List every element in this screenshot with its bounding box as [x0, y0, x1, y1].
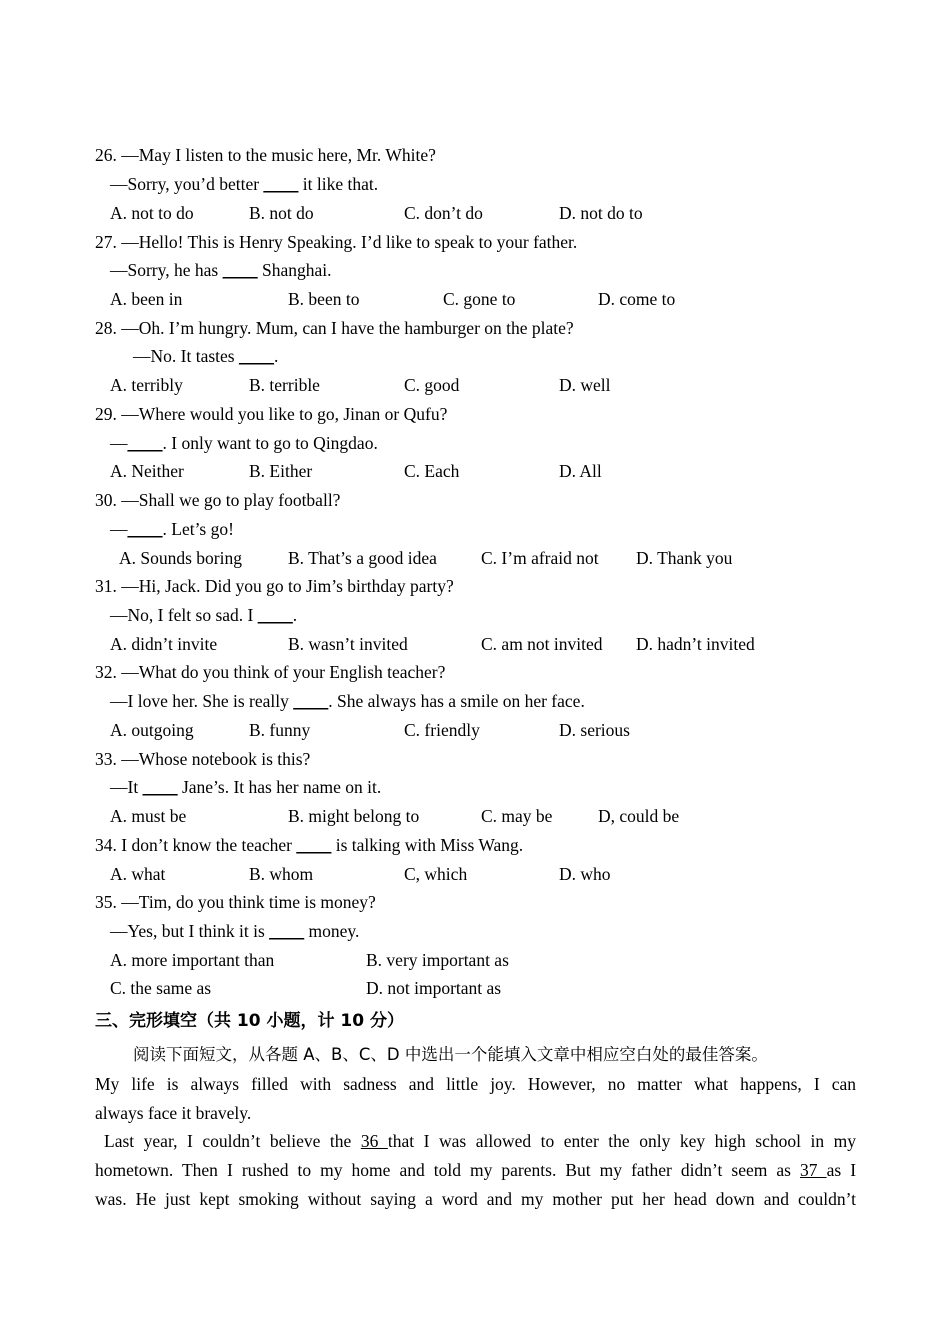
blank: ____ — [238, 346, 274, 366]
option-c: C. Each — [404, 461, 460, 481]
q-text: —May I listen to the music here, Mr. White? — [121, 145, 436, 165]
option-b: B. wasn’t invited — [288, 634, 408, 654]
question-26 — [95, 145, 436, 165]
passage-line: My life is always filled with sadness and little joy. However, no matter what happens, I can — [95, 1074, 856, 1094]
option-c: C. am not invited — [481, 634, 603, 654]
option-c: C. good — [404, 375, 460, 395]
option-b: B. funny — [249, 720, 311, 740]
question-30: 30. —Shall we go to play football? — [95, 490, 341, 510]
answer-26: —Sorry, you’d better ____ it like that. — [110, 174, 379, 194]
option-b: B. terrible — [249, 375, 320, 395]
question-34: 34. I don’t know the teacher ____ is talking with Miss Wang. — [95, 835, 524, 855]
answer-32: —I love her. She is really ____. She always has a smile on her face. — [110, 691, 585, 711]
option-c: C. I’m afraid not — [481, 548, 599, 568]
blank: ____ — [222, 260, 258, 280]
passage-line: was. He just kept smoking without saying a word and my mother put her head down and couldn’t — [95, 1189, 856, 1209]
option-b: B. might belong to — [288, 806, 420, 826]
blank: ____ — [127, 433, 163, 453]
answer-35: —Yes, but I think it is ____ money. — [110, 921, 360, 941]
answer-30: —____. Let’s go! — [110, 519, 234, 539]
option-b: B. whom — [249, 864, 314, 884]
option-d: D. not important as — [366, 978, 502, 998]
blank: ____ — [127, 519, 163, 539]
option-c: C. may be — [481, 806, 553, 826]
passage-line: Last year, I couldn’t believe the 36 that I was allowed to enter the only key high school in my — [104, 1131, 856, 1151]
option-a: A. what — [110, 864, 166, 884]
option-c: C. the same as — [110, 978, 212, 998]
option-d: D. not do to — [559, 203, 643, 223]
option-d: D. All — [559, 461, 602, 481]
answer-29: —____. I only want to go to Qingdao. — [110, 433, 378, 453]
blank: ____ — [142, 777, 178, 797]
question-29: 29. —Where would you like to go, Jinan or Qufu? — [95, 404, 448, 424]
answer-31: —No, I felt so sad. I ____. — [110, 605, 298, 625]
option-a: A. been in — [110, 289, 183, 309]
section-title: 三、完形填空（共 10 小题，计 10 分） — [95, 1011, 404, 1031]
option-d: D, could be — [598, 806, 680, 826]
answer-27: —Sorry, he has ____ Shanghai. — [110, 260, 332, 280]
passage-line: hometown. Then I rushed to my home and told my parents. But my father didn’t seem as 37 as I — [95, 1160, 857, 1180]
q-number: 26. — [95, 145, 117, 165]
blank: ____ — [269, 921, 305, 941]
blank-36: 36 — [360, 1131, 388, 1151]
option-c: C. don’t do — [404, 203, 483, 223]
option-b: B. been to — [288, 289, 360, 309]
section-instruction: 阅读下面短文，从各题 A、B、C、D 中选出一个能填入文章中相应空白处的最佳答案。 — [133, 1045, 768, 1064]
blank: ____ — [293, 691, 329, 711]
option-d: D. well — [559, 375, 611, 395]
option-a: A. more important than — [110, 950, 275, 970]
answer-28: —No. It tastes ____. — [133, 346, 279, 366]
question-31: 31. —Hi, Jack. Did you go to Jim’s birthday party? — [95, 576, 454, 596]
question-28: 28. —Oh. I’m hungry. Mum, can I have the hamburger on the plate? — [95, 318, 574, 338]
option-a: A. outgoing — [110, 720, 194, 740]
option-b: B. That’s a good idea — [288, 548, 437, 568]
option-c: C, which — [404, 864, 468, 884]
option-b: B. not do — [249, 203, 314, 223]
question-33: 33. —Whose notebook is this? — [95, 749, 311, 769]
blank: ____ — [257, 605, 293, 625]
option-d: D. come to — [598, 289, 676, 309]
option-b: B. Either — [249, 461, 313, 481]
question-35: 35. —Tim, do you think time is money? — [95, 892, 376, 912]
option-b: B. very important as — [366, 950, 509, 970]
question-32: 32. —What do you think of your English teacher? — [95, 662, 446, 682]
blank: ____ — [296, 835, 332, 855]
question-27: 27. —Hello! This is Henry Speaking. I’d like to speak to your father. — [95, 232, 578, 252]
blank-37: 37 — [800, 1160, 827, 1180]
option-d: D. hadn’t invited — [636, 634, 755, 654]
option-a: A. didn’t invite — [110, 634, 218, 654]
option-c: C. friendly — [404, 720, 480, 740]
answer-33: —It ____ Jane’s. It has her name on it. — [110, 777, 382, 797]
blank: ____ — [263, 174, 299, 194]
option-d: D. serious — [559, 720, 630, 740]
passage-line: always face it bravely. — [95, 1103, 252, 1123]
option-a: A. must be — [110, 806, 187, 826]
option-a: A. Sounds boring — [119, 548, 242, 568]
option-a: A. not to do — [110, 203, 194, 223]
option-d: D. who — [559, 864, 611, 884]
option-a: A. terribly — [110, 375, 183, 395]
option-d: D. Thank you — [636, 548, 733, 568]
option-a: A. Neither — [110, 461, 184, 481]
option-c: C. gone to — [443, 289, 516, 309]
